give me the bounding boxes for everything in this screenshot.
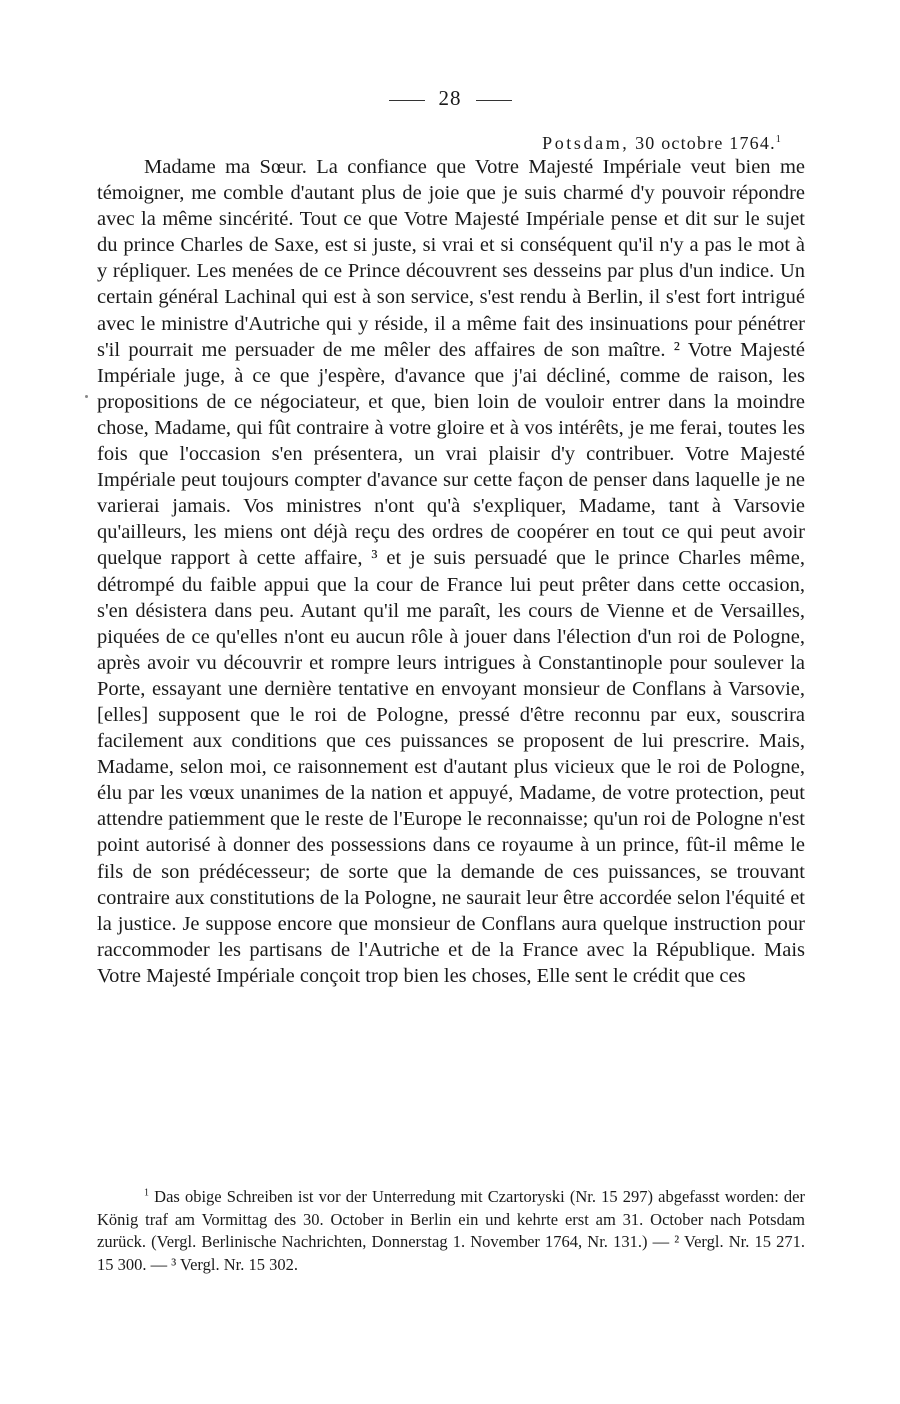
margin-mark — [85, 395, 88, 398]
letter-date: 30 octobre 1764. — [635, 133, 776, 153]
footnote-text: Das obige Schreiben ist vor der Unterredung mit Czartoryski (Nr. 15 297) abgefasst worden: der König traf am Vormittag des 30. October in Berlin ein und kehrte erst am 31. October nach Potsdam zurück. (Vergl. Berlinische Nachrichten, Donnerstag 1. November 1764, Nr. 131.) — ² Vergl. Nr. 15 271. 15 300. — ³ Vergl. Nr. 15 302. — [97, 1187, 805, 1274]
divider — [476, 100, 512, 101]
footnote-marker: 1 — [144, 1187, 149, 1199]
footnotes — [97, 1186, 805, 1276]
page-number — [0, 86, 900, 111]
page-number-value: 28 — [438, 86, 462, 110]
letter-place: Potsdam, — [542, 133, 630, 153]
footnote-paragraph — [97, 1186, 805, 1276]
letter-dateline — [542, 133, 782, 154]
footnote-reference: 1 — [775, 134, 782, 145]
letter-body — [97, 154, 805, 989]
divider — [389, 100, 425, 101]
letter-paragraph: Madame ma Sœur. La confiance que Votre Majesté Impériale veut bien me témoigner, me comble d'autant plus de joie que je suis charmé d'y pouvoir répondre avec la même sincérité. Tout ce que Votre Majesté Impériale pense et dit sur le sujet du prince Charles de Saxe, est si juste, si vrai et si conséquent qu'il n'y a pas le mot à y répliquer. Les menées de ce Prince découvrent ses desseins par plus d'un indice. Un certain général Lachinal qui est à son service, s'est rendu à Berlin, il s'est fort intrigué avec le ministre d'Autriche qui y réside, il a même fait des insinuations pour pénétrer s'il pourrait me persuader de me mêler des affaires de son maître. ² Votre Majesté Impériale juge, à ce que j'espère, d'avance que j'ai décliné, comme de raison, les propositions de ce négociateur, et que, bien loin de vouloir entrer dans la moindre chose, Madame, qui fût contraire à votre gloire et à vos intérêts, je me ferai, toutes les fois que l'occasion s'en présentera, un vrai plaisir d'y contribuer. Votre Majesté Impériale peut toujours compter d'avance sur cette façon de penser dans laquelle je ne varierai jamais. Vos ministres n'ont qu'à s'expliquer, Madame, tant à Varsovie qu'ailleurs, les miens ont déjà reçu des ordres de coopérer en tout ce qui peut avoir quelque rapport à cette affaire, ³ et je suis persuadé que le prince Charles même, détrompé du faible appui que la cour de France lui peut prêter dans cette occasion, s'en désistera dans peu. Autant qu'il me paraît, les cours de Vienne et de Versailles, piquées de ce qu'elles n'ont eu aucun rôle à jouer dans l'élection d'un roi de Pologne, après avoir vu découvrir et rompre leurs intrigues à Constantinople pour soulever la Porte, essayant une dernière tentative en envoyant monsieur de Conflans à Varsovie, [elles] supposent que le roi de Pologne, pressé d'être reconnu par eux, souscrira facilement aux conditions que ces puissances se proposent de lui prescrire. Mais, Madame, selon moi, ce raisonnement est d'autant plus vicieux que le roi de Pologne, élu par les vœux unanimes de la nation et appuyé, Madame, de votre protection, peut attendre patiemment que le reste de l'Europe le reconnaisse; qu'un roi de Pologne n'est point autorisé à donner des possessions dans ce royaume à un prince, fût-il même le fils de son prédécesseur; de sorte que la demande de ces puissances, se trouvant contraire aux constitutions de la Pologne, ne saurait leur être accordée selon l'équité et la justice. Je suppose encore que monsieur de Conflans aura quelque instruction pour raccommoder les partisans de l'Autriche et de la France avec la République. Mais Votre Majesté Impériale conçoit trop bien les choses, Elle sent le crédit que ces — [97, 156, 805, 987]
